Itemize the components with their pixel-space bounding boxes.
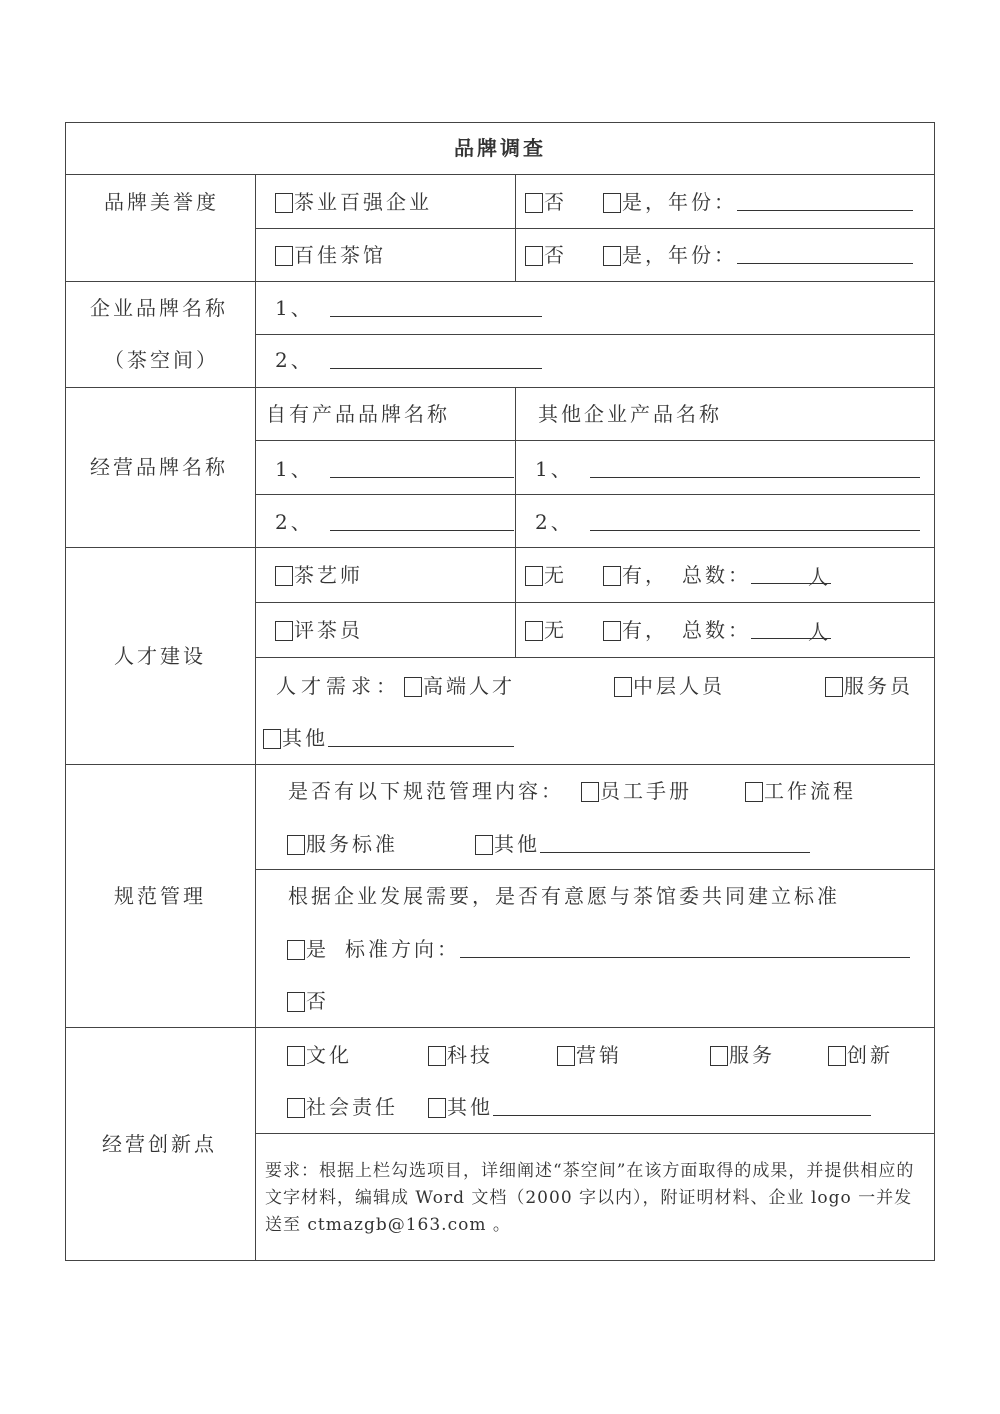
innovation-culture: 文化 [287,1043,352,1067]
demand-other: 其他 [263,726,514,750]
demand-high-end: 高端人才 [404,674,515,698]
talent-demand-label: 人才需求： [276,674,401,698]
count-field[interactable]: 人 [751,565,831,584]
talent-label: 人才建设 [114,644,206,668]
own-brand-row-1: 1、 [275,457,514,481]
operating-brand-label: 经营品牌名称 [90,455,228,479]
innovation-tech: 科技 [428,1043,493,1067]
other-field[interactable] [328,728,514,747]
year-field[interactable] [737,245,913,264]
reputation-answer-2: 否 是，年份： [525,243,913,267]
brand-name-field[interactable] [330,350,542,369]
checkbox[interactable] [275,246,293,266]
innovation-social: 社会责任 [287,1095,398,1119]
checkbox[interactable] [275,193,293,213]
demand-middle: 中层人员 [614,674,725,698]
checkbox[interactable] [287,992,305,1012]
demand-service: 服务员 [825,674,913,698]
checkbox[interactable] [263,729,281,749]
checkbox[interactable] [275,621,293,641]
reputation-label: 品牌美誉度 [104,190,219,214]
innovation-innovation: 创新 [828,1043,893,1067]
checkbox[interactable] [428,1046,446,1066]
enterprise-brand-row-2: 2、 [275,348,542,372]
direction-field[interactable] [460,939,910,958]
submission-note: 要求：根据上栏勾选项目，详细阐述“茶空间”在该方面取得的成果，并提供相应的文字材料，编辑成 Word 文档（2000 字以内），附证明材料、企业 logo 一并发送至 ctmazgb@163.com 。 [265,1161,915,1235]
checkbox[interactable] [475,835,493,855]
innovation-service: 服务 [710,1043,775,1067]
innovation-marketing: 营销 [557,1043,622,1067]
other-brand-field[interactable] [590,459,920,478]
innovation-other: 其他 [428,1095,871,1119]
standard-no: 否 [287,989,329,1013]
management-label: 规范管理 [114,884,206,908]
checkbox[interactable] [287,835,305,855]
enterprise-brand-row-1: 1、 [275,296,542,320]
other-field[interactable] [540,834,810,853]
checkbox[interactable] [275,566,293,586]
talent-item-2: 评茶员 [275,618,363,642]
checkbox[interactable] [525,566,543,586]
talent-answer-2: 无 有， 总数： 人 [525,618,831,642]
checkbox[interactable] [614,677,632,697]
reputation-answer-1: 否 是，年份： [525,190,913,214]
count-field[interactable]: 人 [751,620,831,639]
own-brand-field[interactable] [330,459,514,478]
management-question-1: 是否有以下规范管理内容： [288,779,564,803]
checkbox[interactable] [525,246,543,266]
checkbox[interactable] [825,677,843,697]
checkbox[interactable] [404,677,422,697]
checkbox[interactable] [603,193,621,213]
talent-item-1: 茶艺师 [275,563,363,587]
own-brand-row-2: 2、 [275,510,514,534]
checkbox[interactable] [710,1046,728,1066]
other-brand-row-2: 2、 [535,510,920,534]
checkbox[interactable] [287,940,305,960]
option-other: 其他 [475,832,810,856]
own-brand-header: 自有产品品牌名称 [266,402,450,426]
checkbox[interactable] [557,1046,575,1066]
own-brand-field[interactable] [330,512,514,531]
checkbox[interactable] [603,621,621,641]
checkbox[interactable] [603,246,621,266]
other-field[interactable] [493,1097,871,1116]
other-brand-row-1: 1、 [535,457,920,481]
checkbox[interactable] [745,782,763,802]
innovation-label: 经营创新点 [102,1132,217,1156]
reputation-item-2: 百佳茶馆 [275,243,386,267]
option-service-standard: 服务标准 [287,832,398,856]
standard-yes: 是 标准方向： [287,937,910,961]
option-handbook: 员工手册 [581,779,692,803]
other-brand-field[interactable] [590,512,920,531]
checkbox[interactable] [525,193,543,213]
form-title: 品牌调查 [454,136,546,160]
option-workflow: 工作流程 [745,779,856,803]
reputation-item-1: 茶业百强企业 [275,190,432,214]
checkbox[interactable] [581,782,599,802]
year-field[interactable] [737,192,913,211]
brand-name-field[interactable] [330,298,542,317]
enterprise-brand-sublabel: （茶空间） [104,348,219,372]
checkbox[interactable] [525,621,543,641]
other-brand-header: 其他企业产品名称 [538,402,722,426]
checkbox[interactable] [287,1046,305,1066]
checkbox[interactable] [603,566,621,586]
checkbox[interactable] [428,1098,446,1118]
management-question-2: 根据企业发展需要，是否有意愿与茶馆委共同建立标准 [288,884,840,908]
checkbox[interactable] [828,1046,846,1066]
enterprise-brand-label: 企业品牌名称 [90,296,228,320]
talent-answer-1: 无 有， 总数： 人 [525,563,831,587]
checkbox[interactable] [287,1098,305,1118]
